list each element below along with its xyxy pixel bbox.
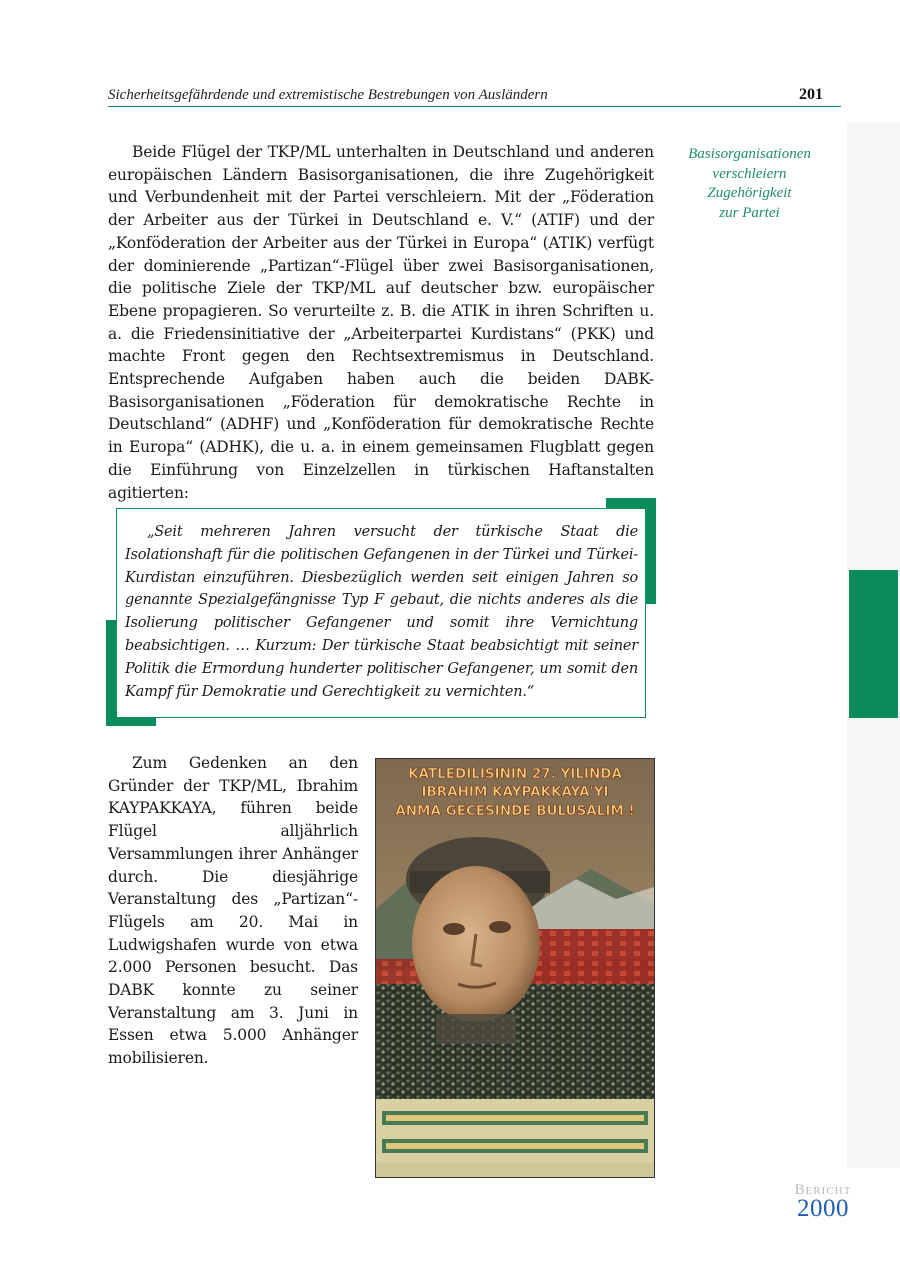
margin-note-line: Basisorganisationen xyxy=(688,146,811,162)
body-paragraph-1: Beide Flügel der TKP/ML unterhalten in Deutschland und anderen europäischen Ländern Basisorganisationen, die ihre Zugehörigkeit und Verbundenheit mit der Partei verschleiern. Mit der „Föderation der Arbeiter aus der Türkei in Deutschland e. V.“ (ATIF) und der „Konföderation der Arbeiter aus der Türkei in Europa“ (ATIK) verfügt der dominierende „Partizan“-Flügel über zwei Basisorganisationen, die politische Ziele der TKP/ML auf deutscher bzw. europäischer Ebene propagieren. So verurteilte z. B. die ATIK in ihren Schriften u. a. die Friedensinitiative der „Arbeiterpartei Kurdistans“ (PKK) und machte Front gegen den Rechtsextremismus in Deutschland. Entsprechende Aufgaben haben auch die beiden DABK-Basisorganisationen „Föderation für demokratische Rechte in Deutschland“ (ADHF) und „Konföderation für demokratische Rechte in Europa“ (ADHK), die u. a. in einem gemeinsamen Flugblatt gegen die Einführung von Einzelzellen in türkischen Haftanstalten agitierten: xyxy=(108,143,654,502)
page-number: 201 xyxy=(799,86,823,103)
memorial-poster-image xyxy=(375,758,655,1178)
poster-headline-line: IBRAHIM KAYPAKKAYA'YI xyxy=(421,784,609,800)
margin-note xyxy=(672,145,827,223)
quote-box xyxy=(116,508,646,718)
logo-word: Bericht xyxy=(794,1182,852,1198)
header-title: Sicherheitsgefährdende und extremistische Bestrebungen von Ausländern xyxy=(108,87,548,103)
margin-note-line: Zugehörigkeit xyxy=(707,185,792,201)
margin-note-line: verschleiern xyxy=(712,165,787,182)
quote-text: „Seit mehreren Jahren versucht der türkische Staat die Isolationshaft für die politischen Gefangenen in der Türkei und Türkei-Kurdistan einzuführen. Diesbezüglich werden seit einigen Jahren so genannte Spezialgefängnisse Typ F gebaut, die nichts anderes als die Isolierung politischer Gefangener und somit ihre Vernichtung beabsichtigen. … Kurzum: Der türkische Staat beabsichtigt mit seiner Politik die Ermordung hunderter politischer Gefangener, um somit den Kampf für Demokratie und Gerechtigkeit zu vernichten.“ xyxy=(125,524,638,700)
body-paragraph-2: Zum Gedenken an den Gründer der TKP/ML, Ibrahim KAYPAKKAYA, führen beide Flügel alljährlich Versammlungen ihrer Anhänger durch. Die diesjährige Veranstaltung des „Partizan“-Flügels am 20. Mai in Ludwigshafen wurde von etwa 2.000 Personen besucht. Das DABK konnte zu seiner Veranstaltung am 3. Juni in Essen etwa 5.000 Anhänger mobilisieren. xyxy=(108,754,358,1068)
running-header xyxy=(108,86,841,107)
chapter-tab-marker xyxy=(849,570,898,718)
report-logo xyxy=(788,1183,858,1220)
margin-note-line: zur Partei xyxy=(719,204,780,221)
poster-headline-line: KATLEDILISININ 27. YILINDA xyxy=(408,766,622,782)
poster-headline-line: ANMA GECESINDE BULUSALIM ! xyxy=(395,803,635,819)
logo-year: 2000 xyxy=(797,1195,849,1222)
